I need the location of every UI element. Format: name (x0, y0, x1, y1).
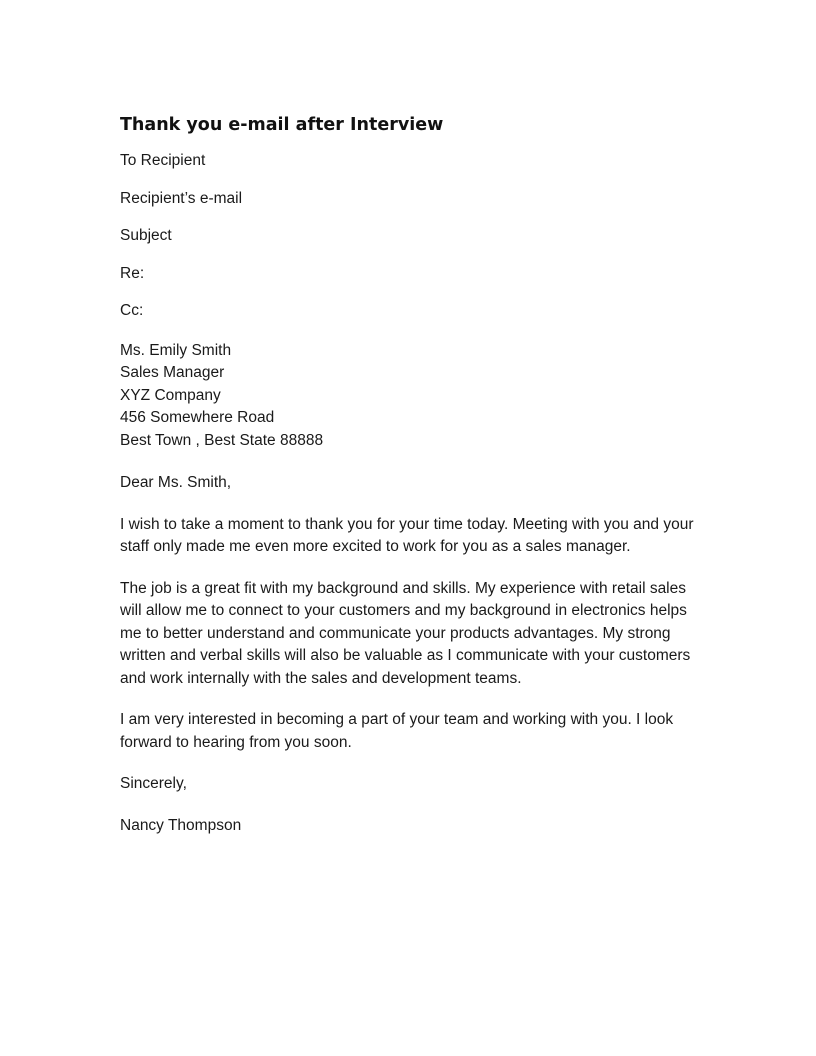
subject-field: Subject (120, 227, 172, 244)
recipient-address-block (120, 340, 696, 453)
closing: Sincerely, (120, 775, 187, 792)
signature-name: Nancy Thompson (120, 816, 242, 834)
address-name: Ms. Emily Smith (120, 341, 232, 359)
body-paragraph-2: The job is a great fit with my background and skills. My experience with retail sales will allow me to connect to your customers and my background in electronics helps me to better understand and communicate your products advantages. My strong written and verbal skills will also be valuable as I communicate with your customers and work internally with the sales and development teams. (120, 579, 691, 687)
salutation: Dear Ms. Smith, (120, 474, 232, 491)
address-street: 456 Somewhere Road (120, 409, 275, 426)
recipient-email-field: Recipient’s e-mail (120, 189, 243, 207)
body-paragraph-1: I wish to take a moment to thank you for your time today. Meeting with you and your staff only made me even more excited to work for you as a sales manager. (120, 515, 694, 555)
re-field: Re: (120, 264, 145, 282)
to-recipient-field: To Recipient (120, 152, 206, 169)
letter-body (120, 112, 696, 837)
address-city-line: Best Town , Best State 88888 (120, 431, 324, 449)
cc-field: Cc: (120, 302, 144, 319)
body-paragraph-3: I am very interested in becoming a part of your team and working with you. I look forward to hearing from you soon. (120, 711, 674, 751)
address-company: XYZ Company (120, 386, 221, 404)
address-position: Sales Manager (120, 364, 225, 381)
document-title: Thank you e-mail after Interview (120, 115, 444, 135)
